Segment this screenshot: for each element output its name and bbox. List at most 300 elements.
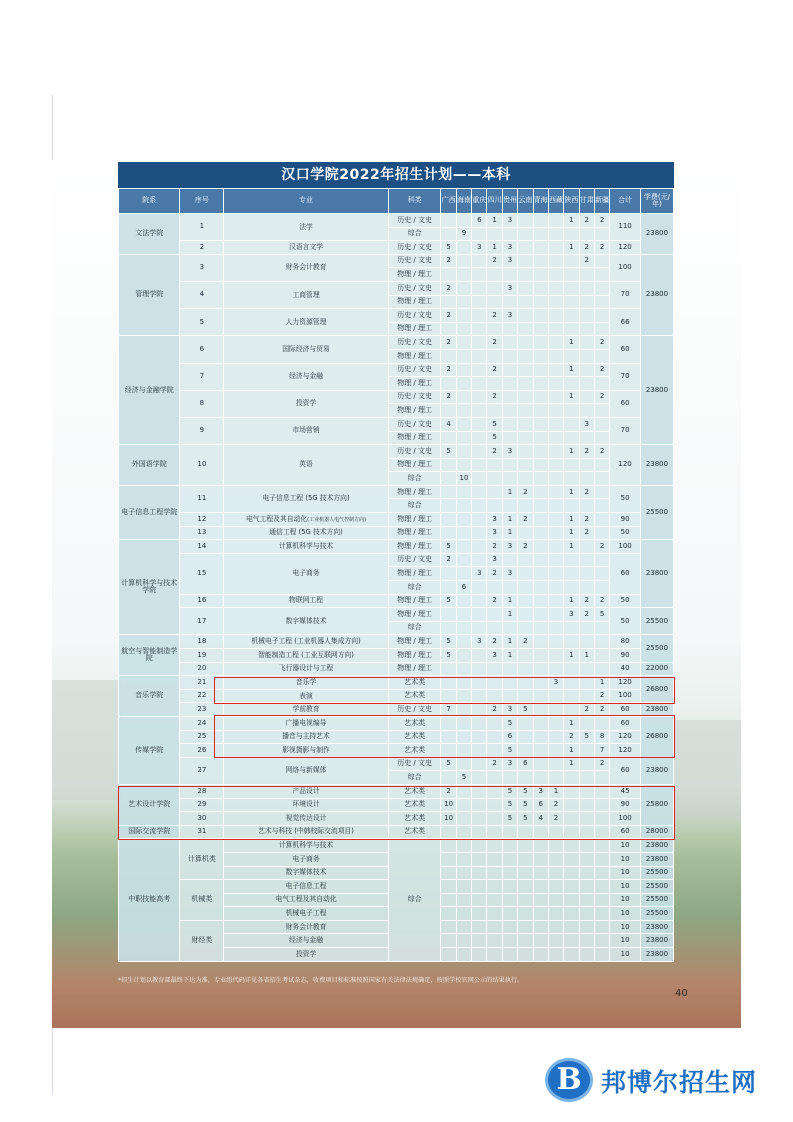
quota-cell	[579, 472, 594, 486]
quota-cell	[564, 920, 579, 934]
major-cell	[224, 309, 389, 336]
quota-cell	[518, 458, 533, 472]
vocational-row	[119, 839, 674, 853]
fee-cell: 28000	[640, 825, 673, 839]
quota-cell: 5	[518, 798, 533, 812]
quota-cell	[594, 948, 609, 962]
quota-cell	[564, 635, 579, 649]
subject-cell: 物理 / 理工	[388, 513, 441, 527]
major-name: 播音与主持艺术	[282, 732, 330, 741]
subject-cell: 艺术类	[388, 716, 441, 730]
quota-cell: 3	[487, 513, 502, 527]
seq-cell: 4	[180, 281, 224, 308]
header-province: 陕西	[564, 189, 579, 214]
college-cell: 航空与智能制造学院	[119, 635, 180, 676]
quota-cell	[564, 934, 579, 948]
major-name: 电气工程及其自动化	[246, 514, 308, 523]
quota-cell	[533, 621, 548, 635]
quota-cell	[594, 907, 609, 921]
quota-cell	[548, 390, 563, 404]
quota-cell: 2	[487, 757, 502, 771]
quota-cell	[548, 227, 563, 241]
page-title: 汉口学院2022年招生计划——本科	[118, 162, 674, 188]
quota-cell: 2	[594, 214, 609, 228]
total-cell: 10	[610, 934, 641, 948]
major-cell	[224, 594, 389, 608]
quota-cell	[548, 553, 563, 567]
table-row	[119, 649, 674, 663]
college-cell: 国际交流学院	[119, 825, 180, 839]
quota-cell	[548, 268, 563, 282]
subject-cell: 历史 / 文史	[388, 309, 441, 323]
logo-b-icon: B	[545, 1058, 593, 1102]
quota-cell	[594, 499, 609, 513]
quota-cell	[456, 404, 471, 418]
quota-cell: 3	[502, 567, 517, 581]
quota-cell	[441, 934, 456, 948]
page-number: 40	[675, 988, 688, 999]
total-cell: 120	[610, 241, 641, 255]
quota-cell	[441, 377, 456, 391]
quota-cell: 2	[518, 513, 533, 527]
quota-cell	[456, 214, 471, 228]
quota-cell: 5	[441, 594, 456, 608]
quota-cell	[579, 893, 594, 907]
quota-cell	[548, 336, 563, 350]
quota-cell	[518, 445, 533, 459]
quota-cell	[518, 390, 533, 404]
quota-cell	[518, 417, 533, 431]
quota-cell	[518, 254, 533, 268]
quota-cell: 6	[472, 214, 487, 228]
quota-cell: 2	[487, 445, 502, 459]
quota-cell	[579, 336, 594, 350]
quota-cell	[579, 309, 594, 323]
college-cell: 艺术设计学院	[119, 784, 180, 825]
quota-cell: 3	[502, 309, 517, 323]
quota-cell	[594, 458, 609, 472]
table-row	[119, 309, 674, 323]
quota-cell	[594, 621, 609, 635]
quota-cell	[472, 472, 487, 486]
quota-cell	[502, 458, 517, 472]
quota-cell	[456, 866, 471, 880]
quota-cell	[594, 485, 609, 499]
quota-cell	[518, 852, 533, 866]
subject-cell: 历史 / 文史	[388, 757, 441, 771]
quota-cell	[579, 948, 594, 962]
highlight-box-design	[118, 786, 675, 840]
quota-cell: 5	[518, 812, 533, 826]
header-college: 院系	[119, 189, 180, 214]
major-cell: 电气工程及其自动化	[224, 893, 389, 907]
quota-cell	[579, 920, 594, 934]
quota-cell	[456, 499, 471, 513]
quota-cell: 1	[564, 214, 579, 228]
quota-cell	[472, 445, 487, 459]
quota-cell	[533, 214, 548, 228]
quota-cell	[518, 920, 533, 934]
major-cell: 数字媒体技术	[224, 866, 389, 880]
seq-cell: 9	[180, 417, 224, 444]
quota-cell	[472, 458, 487, 472]
quota-cell: 1	[502, 649, 517, 663]
quota-cell	[472, 771, 487, 785]
quota-cell: 2	[441, 309, 456, 323]
quota-cell	[533, 336, 548, 350]
major-cell: 财务会计教育	[224, 920, 389, 934]
major-name: 产品设计	[292, 786, 320, 795]
quota-cell	[548, 866, 563, 880]
quota-cell	[548, 839, 563, 853]
subject-cell: 历史 / 文史	[388, 553, 441, 567]
quota-cell	[472, 349, 487, 363]
major-cell	[224, 526, 389, 540]
quota-cell	[456, 390, 471, 404]
quota-cell	[456, 309, 471, 323]
quota-cell: 2	[441, 363, 456, 377]
major-cell: 电子信息工程	[224, 880, 389, 894]
quota-cell	[441, 621, 456, 635]
quota-cell	[472, 581, 487, 595]
fee-cell: 25500	[640, 485, 673, 539]
subject-cell: 物理 / 理工	[388, 649, 441, 663]
total-cell: 70	[610, 417, 641, 444]
quota-cell	[533, 363, 548, 377]
quota-cell	[456, 377, 471, 391]
quota-cell	[487, 268, 502, 282]
subject-cell: 艺术类	[388, 798, 441, 812]
major-name: 法学	[299, 222, 313, 231]
quota-cell	[518, 608, 533, 622]
quota-cell: 1	[564, 336, 579, 350]
fee-cell: 25800	[640, 784, 673, 825]
quota-cell	[502, 336, 517, 350]
quota-cell	[533, 594, 548, 608]
college-cell: 经济与金融学院	[119, 336, 180, 445]
quota-cell	[472, 309, 487, 323]
quota-cell	[548, 920, 563, 934]
quota-cell: 3	[502, 703, 517, 717]
major-cell	[224, 445, 389, 486]
quota-cell	[594, 934, 609, 948]
subject-cell: 物理 / 理工	[388, 485, 441, 499]
quota-cell	[564, 839, 579, 853]
table-row	[119, 662, 674, 676]
major-cell	[224, 513, 389, 527]
major-cell	[224, 214, 389, 241]
quota-cell	[533, 649, 548, 663]
quota-cell: 5	[502, 784, 517, 798]
total-cell: 10	[610, 852, 641, 866]
major-name: 投资学	[295, 399, 317, 408]
quota-cell	[533, 553, 548, 567]
quota-cell	[487, 377, 502, 391]
quota-cell	[533, 513, 548, 527]
quota-cell	[548, 309, 563, 323]
quota-cell	[518, 567, 533, 581]
quota-cell	[502, 363, 517, 377]
quota-cell	[579, 322, 594, 336]
quota-cell	[533, 268, 548, 282]
quota-cell: 3	[502, 241, 517, 255]
seq-cell: 8	[180, 390, 224, 417]
quota-cell	[533, 322, 548, 336]
fee-cell: 25500	[640, 635, 673, 662]
subject-cell: 物理 / 理工	[388, 268, 441, 282]
quota-cell: 5	[594, 608, 609, 622]
table-row	[119, 594, 674, 608]
quota-cell: 2	[594, 363, 609, 377]
quota-cell	[594, 404, 609, 418]
quota-cell	[441, 513, 456, 527]
quota-cell	[594, 349, 609, 363]
quota-cell	[502, 907, 517, 921]
quota-cell	[487, 458, 502, 472]
quota-cell	[441, 771, 456, 785]
quota-cell	[548, 377, 563, 391]
quota-cell	[441, 662, 456, 676]
table-row	[119, 513, 674, 527]
quota-cell	[533, 581, 548, 595]
quota-cell: 2	[487, 540, 502, 554]
quota-cell	[594, 635, 609, 649]
quota-cell	[472, 948, 487, 962]
quota-cell	[487, 227, 502, 241]
quota-cell: 2	[564, 730, 579, 744]
quota-cell: 3	[472, 241, 487, 255]
quota-cell	[564, 349, 579, 363]
subject-cell: 综合	[388, 621, 441, 635]
quota-cell	[548, 934, 563, 948]
quota-cell	[548, 254, 563, 268]
table-row	[119, 363, 674, 377]
quota-cell	[594, 662, 609, 676]
quota-cell	[502, 404, 517, 418]
quota-cell	[579, 390, 594, 404]
quota-cell	[533, 390, 548, 404]
major-name: 人力资源管理	[285, 317, 327, 326]
quota-cell	[533, 567, 548, 581]
quota-cell	[564, 281, 579, 295]
quota-cell	[441, 907, 456, 921]
subject-cell: 历史 / 文史	[388, 254, 441, 268]
quota-cell	[548, 757, 563, 771]
table-row	[119, 608, 674, 622]
quota-cell	[533, 948, 548, 962]
quota-cell: 1	[502, 513, 517, 527]
subject-cell: 历史 / 文史	[388, 241, 441, 255]
quota-cell	[487, 608, 502, 622]
quota-cell	[518, 241, 533, 255]
quota-cell: 3	[502, 445, 517, 459]
major-name: 工商管理	[292, 290, 320, 299]
quota-cell	[502, 472, 517, 486]
major-cell	[224, 649, 389, 663]
quota-cell	[564, 771, 579, 785]
quota-cell: 5	[579, 730, 594, 744]
seq-cell: 31	[180, 825, 224, 839]
total-cell: 10	[610, 866, 641, 880]
header-province: 四川	[487, 189, 502, 214]
quota-cell	[456, 431, 471, 445]
quota-cell: 1	[579, 649, 594, 663]
quota-cell	[441, 866, 456, 880]
quota-cell	[533, 880, 548, 894]
quota-cell	[518, 431, 533, 445]
quota-cell	[518, 934, 533, 948]
total-cell: 66	[610, 309, 641, 336]
quota-cell	[564, 322, 579, 336]
background-building	[52, 680, 122, 800]
subject-cell: 艺术类	[388, 784, 441, 798]
quota-cell	[456, 513, 471, 527]
quota-cell	[594, 893, 609, 907]
fee-cell: 23800	[640, 934, 673, 948]
quota-cell: 2	[579, 214, 594, 228]
quota-cell	[533, 472, 548, 486]
subject-cell: 综合	[388, 771, 441, 785]
quota-cell	[472, 934, 487, 948]
quota-cell	[579, 581, 594, 595]
quota-cell	[472, 553, 487, 567]
quota-cell	[518, 948, 533, 962]
total-cell: 60	[610, 825, 641, 839]
total-cell: 10	[610, 839, 641, 853]
quota-cell	[564, 581, 579, 595]
quota-cell	[564, 309, 579, 323]
quota-cell	[533, 934, 548, 948]
quota-cell	[441, 268, 456, 282]
college-cell: 中职技能高考	[119, 839, 180, 962]
quota-cell	[579, 349, 594, 363]
quota-cell	[441, 322, 456, 336]
college-cell: 传媒学院	[119, 716, 180, 784]
quota-cell: 2	[594, 757, 609, 771]
quota-cell: 5	[502, 812, 517, 826]
quota-cell	[487, 907, 502, 921]
table-row	[119, 214, 674, 228]
quota-cell	[518, 336, 533, 350]
header-province: 青海	[533, 189, 548, 214]
quota-cell	[456, 934, 471, 948]
quota-cell	[548, 472, 563, 486]
fee-cell: 25500	[640, 907, 673, 921]
subject-cell: 艺术类	[388, 812, 441, 826]
major-cell	[224, 662, 389, 676]
quota-cell	[472, 649, 487, 663]
quota-cell: 5	[518, 703, 533, 717]
quota-cell	[472, 513, 487, 527]
quota-cell	[594, 852, 609, 866]
quota-cell: 2	[579, 485, 594, 499]
quota-cell: 3	[502, 214, 517, 228]
seq-cell: 17	[180, 608, 224, 635]
quota-cell: 5	[441, 241, 456, 255]
quota-cell	[518, 499, 533, 513]
seq-cell: 1	[180, 214, 224, 241]
major-name: 环境设计	[292, 800, 320, 809]
quota-cell	[548, 241, 563, 255]
quota-cell: 3	[564, 608, 579, 622]
quota-cell: 3	[502, 757, 517, 771]
subject-cell: 艺术类	[388, 730, 441, 744]
quota-cell	[548, 771, 563, 785]
quota-cell: 1	[564, 485, 579, 499]
quota-cell	[564, 458, 579, 472]
quota-cell: 1	[594, 676, 609, 690]
quota-cell: 3	[487, 526, 502, 540]
total-cell: 60	[610, 553, 641, 594]
subject-cell: 物理 / 理工	[388, 377, 441, 391]
quota-cell: 5	[441, 445, 456, 459]
quota-cell	[564, 880, 579, 894]
quota-cell	[518, 349, 533, 363]
total-cell: 50	[610, 608, 641, 635]
quota-cell	[579, 852, 594, 866]
quota-cell	[548, 295, 563, 309]
quota-cell	[472, 417, 487, 431]
quota-cell: 6	[456, 581, 471, 595]
quota-cell	[456, 920, 471, 934]
quota-cell	[441, 567, 456, 581]
quota-cell	[518, 472, 533, 486]
quota-cell	[472, 431, 487, 445]
quota-cell	[472, 839, 487, 853]
subject-cell: 物理 / 理工	[388, 567, 441, 581]
subject-cell: 历史 / 文史	[388, 281, 441, 295]
quota-cell	[533, 499, 548, 513]
quota-cell	[518, 281, 533, 295]
quota-cell	[456, 526, 471, 540]
quota-cell	[533, 540, 548, 554]
quota-cell: 6	[518, 757, 533, 771]
quota-cell: 5	[502, 798, 517, 812]
quota-cell	[518, 866, 533, 880]
quota-cell	[441, 431, 456, 445]
quota-cell	[548, 893, 563, 907]
subject-cell: 物理 / 理工	[388, 458, 441, 472]
quota-cell: 5	[502, 716, 517, 730]
header-subject: 科类	[388, 189, 441, 214]
quota-cell	[579, 866, 594, 880]
quota-cell	[548, 852, 563, 866]
seq-cell: 25	[180, 730, 224, 744]
quota-cell: 2	[487, 594, 502, 608]
quota-cell: 2	[441, 281, 456, 295]
quota-cell: 2	[579, 594, 594, 608]
fee-cell: 23800	[640, 214, 673, 255]
major-name: 英语	[299, 460, 313, 469]
quota-cell	[594, 377, 609, 391]
quota-cell	[441, 880, 456, 894]
quota-cell	[579, 621, 594, 635]
major-cell	[224, 241, 389, 255]
quota-cell	[441, 295, 456, 309]
quota-cell: 3	[472, 567, 487, 581]
total-cell: 60	[610, 716, 641, 730]
quota-cell	[548, 526, 563, 540]
table-row	[119, 635, 674, 649]
seq-cell: 6	[180, 336, 224, 363]
quota-cell	[487, 934, 502, 948]
total-cell: 60	[610, 757, 641, 784]
quota-cell	[564, 377, 579, 391]
quota-cell: 1	[564, 390, 579, 404]
quota-cell	[579, 757, 594, 771]
quota-cell: 2	[594, 445, 609, 459]
total-cell: 100	[610, 689, 641, 703]
